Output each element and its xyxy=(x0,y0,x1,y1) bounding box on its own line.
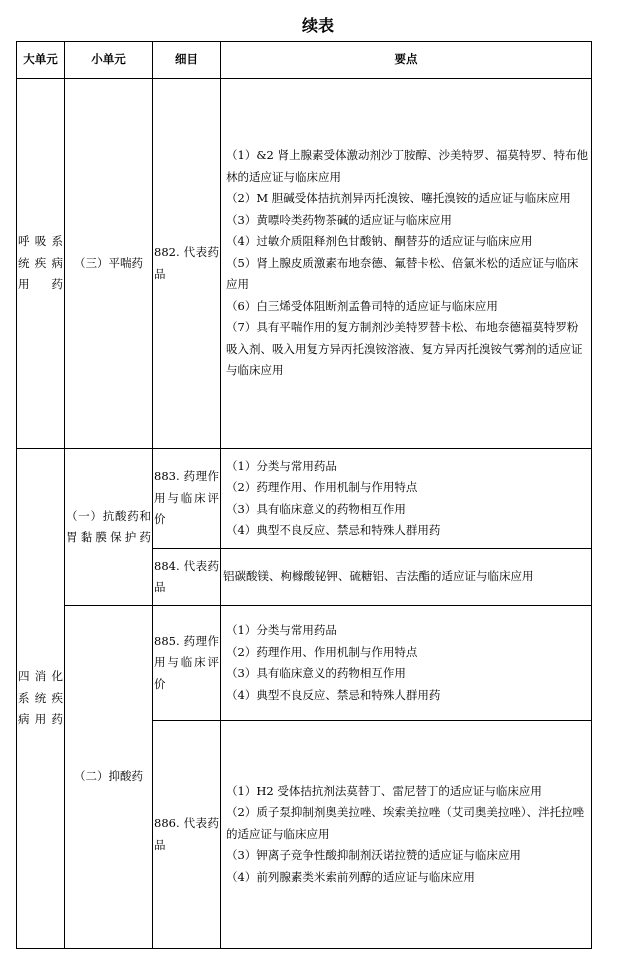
point-line: （3）钾离子竞争性酸抑制剂沃诺拉赞的适应证与临床应用 xyxy=(226,848,521,863)
points-cell xyxy=(221,606,592,721)
table-row xyxy=(17,449,592,549)
header-major-unit: 大单元 xyxy=(17,42,65,79)
major-unit-cell: 四消化系统疾病用药 xyxy=(17,449,65,949)
point-line: （1）分类与常用药品 xyxy=(226,623,337,637)
item-cell: 883. 药理作用与临床评价 xyxy=(153,449,221,549)
item-cell: 884. 代表药品 xyxy=(153,549,221,606)
points-cell xyxy=(221,549,592,606)
point-line: （3）具有临床意义的药物相互作用 xyxy=(226,666,406,680)
point-line: （3）黄嘌呤类药物茶碱的适应证与临床应用 xyxy=(226,212,452,227)
point-line: （5）肾上腺皮质激素布地奈德、氟替卡松、倍氯米松的适应证与临床应用 xyxy=(226,255,579,292)
point-line: （2）质子泵抑制剂奥美拉唑、埃索美拉唑（艾司奥美拉唑）、泮托拉唑的适应证与临床应用 xyxy=(226,805,585,841)
point-line: （6）白三烯受体阻断剂孟鲁司特的适应证与临床应用 xyxy=(226,298,498,313)
header-points: 要点 xyxy=(221,42,592,79)
point-line: （4）典型不良反应、禁忌和特殊人群用药 xyxy=(226,523,441,537)
header-row xyxy=(17,42,592,79)
item-cell: 886. 代表药品 xyxy=(153,721,221,949)
page-title: 续表 xyxy=(301,16,334,35)
header-minor-unit: 小单元 xyxy=(65,42,153,79)
item-cell: 882. 代表药品 xyxy=(153,79,221,449)
point-line: （4）典型不良反应、禁忌和特殊人群用药 xyxy=(226,687,441,702)
points-cell xyxy=(221,721,592,949)
point-line: （3）具有临床意义的药物相互作用 xyxy=(226,501,406,516)
minor-unit-cell: （三）平喘药 xyxy=(65,79,153,449)
points-cell xyxy=(221,79,592,449)
point-line: （1）分类与常用药品 xyxy=(226,458,337,473)
point-line: （2）药理作用、作用机制与作用特点 xyxy=(226,644,418,659)
point-line: （1）H2 受体拮抗剂法莫替丁、雷尼替丁的适应证与临床应用 xyxy=(226,783,542,798)
point-line: （4）前列腺素类米索前列醇的适应证与临床应用 xyxy=(226,869,475,884)
minor-unit-cell: （二）抑酸药 xyxy=(65,606,153,949)
syllabus-table xyxy=(16,41,592,949)
item-cell: 885. 药理作用与临床评价 xyxy=(153,606,221,721)
table-row xyxy=(17,79,592,449)
point-line: （1）&2 肾上腺素受体激动剂沙丁胺醇、沙美特罗、福莫特罗、特布他林的适应证与临床应用 xyxy=(226,148,589,184)
minor-unit-cell: （一）抗酸药和胃黏膜保护药 xyxy=(65,449,153,606)
point-line: （2）M 胆碱受体拮抗剂异丙托溴铵、噻托溴铵的适应证与临床应用 xyxy=(226,191,571,206)
point-line: （4）过敏介质阻释剂色甘酸钠、酮替芬的适应证与临床应用 xyxy=(226,234,533,249)
header-item: 细目 xyxy=(153,42,221,79)
points-cell xyxy=(221,449,592,549)
point-line: （2）药理作用、作用机制与作用特点 xyxy=(226,480,418,494)
point-line: （7）具有平喘作用的复方制剂沙美特罗替卡松、布地奈德福莫特罗粉吸入剂、吸入用复方异丙托溴铵溶液、复方异丙托溴铵气雾剂的适应证与临床应用 xyxy=(226,320,583,378)
table-row xyxy=(17,606,592,721)
major-unit-cell: 呼吸系统疾病用药 xyxy=(17,79,65,449)
point-line: 铝碳酸镁、枸橼酸铋钾、硫糖铝、吉法酯的适应证与临床应用 xyxy=(223,569,534,584)
